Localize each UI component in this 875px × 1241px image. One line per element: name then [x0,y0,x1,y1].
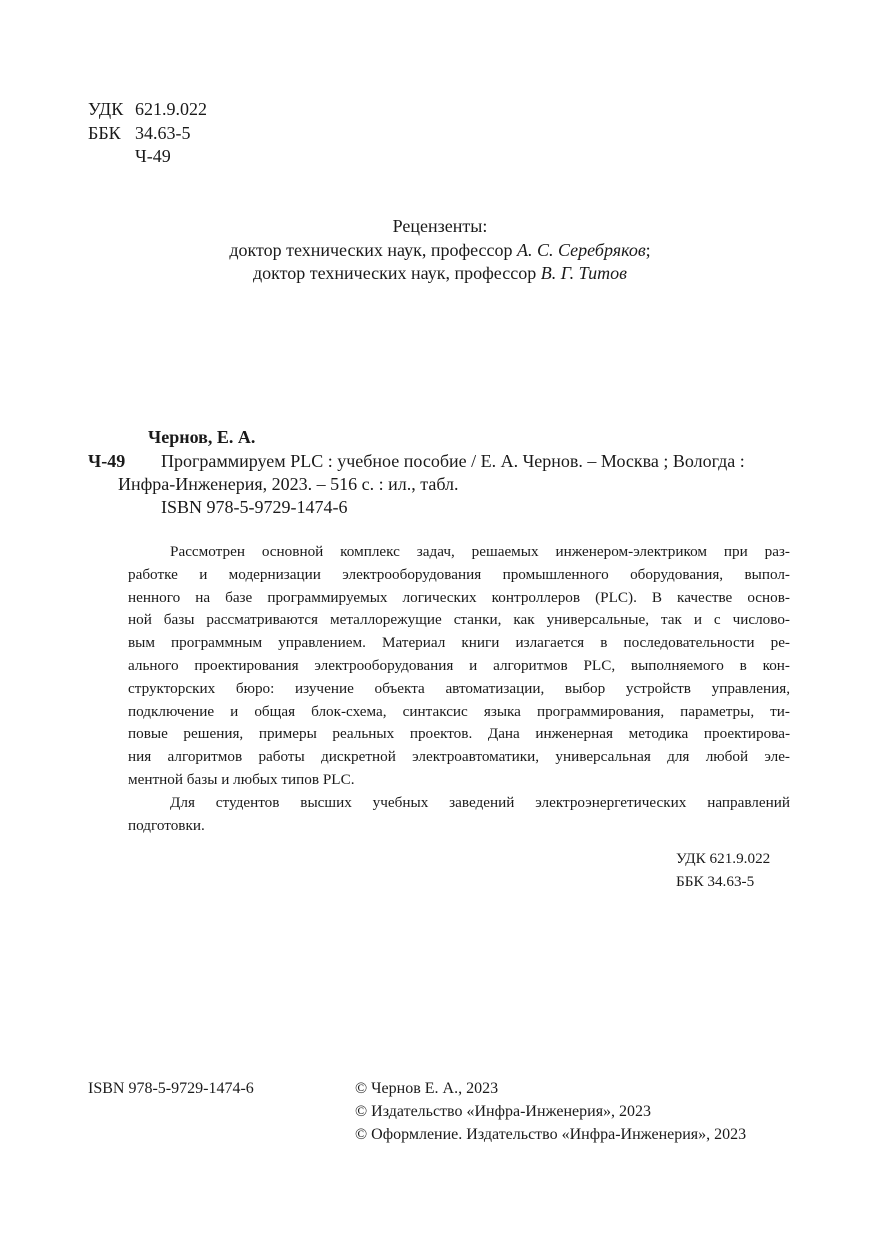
copyright-block [355,1077,746,1146]
copyright-line: © Оформление. Издательство «Инфра-Инженерия», 2023 [355,1126,747,1143]
bbk-label: ББК [88,122,121,143]
reviewers-block [0,215,875,286]
bbk-right: ББК 34.63-5 [676,872,755,890]
reviewer-name: В. Г. Титов [540,263,627,283]
abstract-line: повые решения, примеры реальных проектов. Дана инженерная методика проектирова- [128,725,790,743]
abstract [128,541,790,837]
reviewers-heading: Рецензенты: [392,216,488,236]
classification-right [676,848,770,894]
abstract-line: ментной базы и любых типов PLC. [128,770,355,788]
reviewer-name: А. С. Серебряков [517,239,646,260]
footer-isbn: ISBN 978-5-9729-1474-6 [88,1080,254,1097]
bbk-value: 34.63-5 [135,122,191,143]
classification-block [88,98,207,169]
udk-label: УДК [88,99,124,119]
author-mark: Ч-49 [135,146,171,166]
abstract-line: Рассмотрен основной комплекс задач, решаемых инженером-электриком при раз- [170,543,790,560]
bib-isbn: ISBN 978-5-9729-1474-6 [161,497,348,517]
reviewer [0,239,875,263]
author-name: Чернов, Е. А. [148,427,256,447]
copyright-line: © Издательство «Инфра-Инженерия», 2023 [355,1103,652,1120]
audience-line: подготовки. [128,816,205,834]
abstract-line: структорских бюро: изучение объекта автоматизации, выбор устройств управления, [128,679,790,697]
audience-line: Для студентов высших учебных заведений электроэнергетических направлений [170,793,790,811]
abstract-line: подключение и общая блок-схема, синтаксис языка программирования, параметры, ти- [128,702,790,720]
udk-value: 621.9.022 [135,99,207,119]
copyright-line: © Чернов Е. А., 2023 [355,1080,499,1097]
abstract-line: ального проектирования электрооборудования и алгоритмов PLC, выполняемого в кон- [128,656,790,674]
abstract-line: вым программным управлением. Материал книги излагается в последовательности ре- [128,634,790,652]
abstract-line: ной базы рассматриваются металлорежущие станки, как универсальные, так и с числово- [128,611,790,629]
bib-title-line: Программируем PLC : учебное пособие / Е. А. Чернов. – Москва ; Вологда : [161,451,745,471]
bib-mark: Ч-49 [88,451,126,471]
reviewer [0,262,875,286]
reviewer-title: доктор технических наук, профессор [229,239,518,260]
abstract-line: ненного на базе программируемых логических контроллеров (PLC). В качестве основ- [128,588,790,606]
reviewer-suffix: ; [645,239,651,260]
udk-right: УДК 621.9.022 [676,850,771,867]
reviewer-title: доктор технических наук, профессор [253,263,541,283]
abstract-line: ния алгоритмов работы дискретной электроавтоматики, универсальная для любой эле- [128,748,790,766]
abstract-line: работке и модернизации электрооборудования промышленного оборудования, выпол- [128,565,790,583]
bib-publisher-line: Инфра-Инженерия, 2023. – 516 с. : ил., табл. [118,474,459,494]
